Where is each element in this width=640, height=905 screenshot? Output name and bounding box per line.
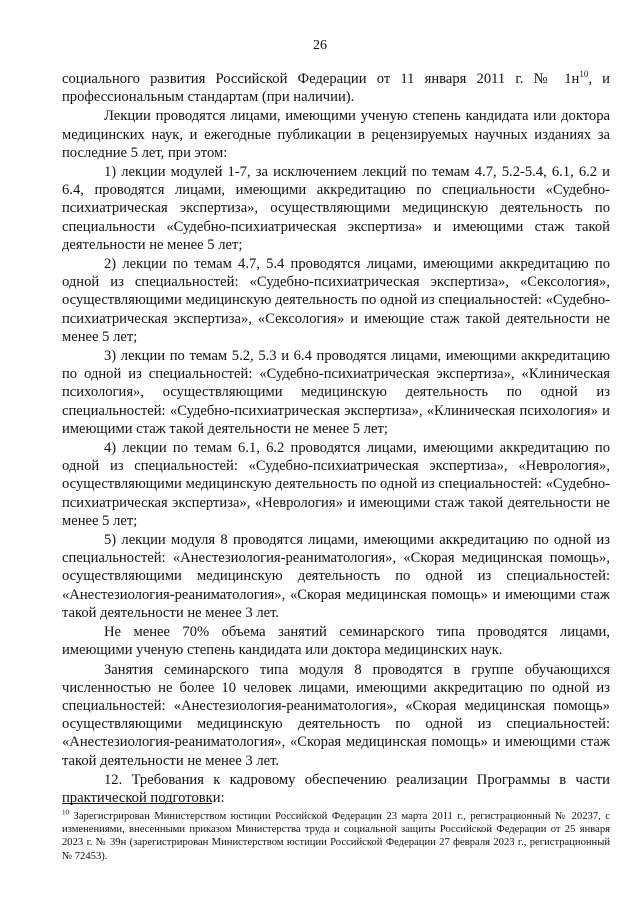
paragraph-lectures-requirements: Лекции проводятся лицами, имеющими ученую степень кандидата или доктора медицинских наук, и ежегодные публикации в рецензируемых научных изданиях за последние 5 лет, при этом: xyxy=(62,108,610,161)
paragraph-text: , и профессиональным стандартам (при наличии). xyxy=(62,71,610,106)
paragraph-text: социального развития Российской Федерации от 11 января 2011 г. № 1н xyxy=(62,71,580,87)
footnote-reference: 10 xyxy=(579,69,589,80)
footnote-text: Зарегистрирован Министерством юстиции Российской Федерации 23 марта 2011 г., регистрационный № 20237, с изменениями, внесенными приказом Министерства труда и социальной защиты Российской Федерации от 25 января 2023 г. № 39н (зарегистрирован Министерством юстиции Российской Федерации 27 февраля 2023 г., регистрационный № 72453). xyxy=(62,811,610,862)
paragraph-continuation xyxy=(62,70,610,106)
paragraph-seminars-share: Не менее 70% объема занятий семинарского типа проводятся лицами, имеющими ученую степень кандидата или доктора медицинских наук. xyxy=(62,624,610,659)
footnote-mark: 10 xyxy=(62,808,69,817)
list-item-5: 5) лекции модуля 8 проводятся лицами, имеющими аккредитацию по одной из специальностей: «Анестезиология-реаниматология», «Скорая медицинская помощь», осуществляющими медицинскую деятельность по одной из специальностей: «Анестезиология-реаниматология», «Скорая медицинская помощь» и имеющими стаж такой деятельности не менее 3 лет. xyxy=(62,532,610,621)
list-item-2: 2) лекции по темам 4.7, 5.4 проводятся лицами, имеющими аккредитацию по одной из специальностей: «Судебно-психиатрическая экспертиза», «Сексология», осуществляющими медицинскую деятельность по одной из специальностей: «Судебно-психиатрическая экспертиза», «Сексология» и имеющие стаж такой деятельности не менее 5 лет; xyxy=(62,256,610,345)
list-item-4: 4) лекции по темам 6.1, 6.2 проводятся лицами, имеющими аккредитацию по одной из специальностей: «Судебно-психиатрическая экспертиза», «Неврология», осуществляющими медицинскую деятельность по одной из специальностей: «Судебно-психиатрическая экспертиза», «Неврология» и имеющими стаж такой деятельности не менее 5 лет; xyxy=(62,440,610,529)
paragraph-seminars-module-8: Занятия семинарского типа модуля 8 проводятся в группе обучающихся численностью не более 10 человек лицами, имеющими аккредитацию по одной из специальностей: «Анестезиология-реаниматология», «Скорая медицинская помощь» осуществляющими медицинскую деятельность по одной из специальностей: «Анестезиология-реаниматология», «Скорая медицинская помощь» и имеющими стаж такой деятельности не менее 3 лет. xyxy=(62,661,610,769)
footnote xyxy=(62,810,610,863)
page-number: 26 xyxy=(313,38,327,53)
footnote-divider xyxy=(62,803,212,804)
section-12-heading: 12. Требования к кадровому обеспечению реализации Программы в части практической подготовки: xyxy=(62,771,610,806)
list-item-3: 3) лекции по темам 5.2, 5.3 и 6.4 проводятся лицами, имеющими аккредитацию по одной из специальностей: «Судебно-психиатрическая экспертиза», «Клиническая психология», осуществляющими медицинскую деятельность по одной из специальностей: «Судебно-психиатрическая экспертиза», «Клиническая психология» и имеющими стаж такой деятельности не менее 5 лет; xyxy=(62,348,610,437)
body-text xyxy=(62,70,610,808)
list-item-1: 1) лекции модулей 1-7, за исключением лекций по темам 4.7, 5.2-5.4, 6.1, 6.2 и 6.4, проводятся лицами, имеющими аккредитацию по специальности «Судебно-психиатрическая экспертиза», осуществляющими медицинскую деятельность по специальности «Судебно-психиатрическая экспертиза» и имеющими стаж такой деятельности не менее 5 лет; xyxy=(62,164,610,253)
